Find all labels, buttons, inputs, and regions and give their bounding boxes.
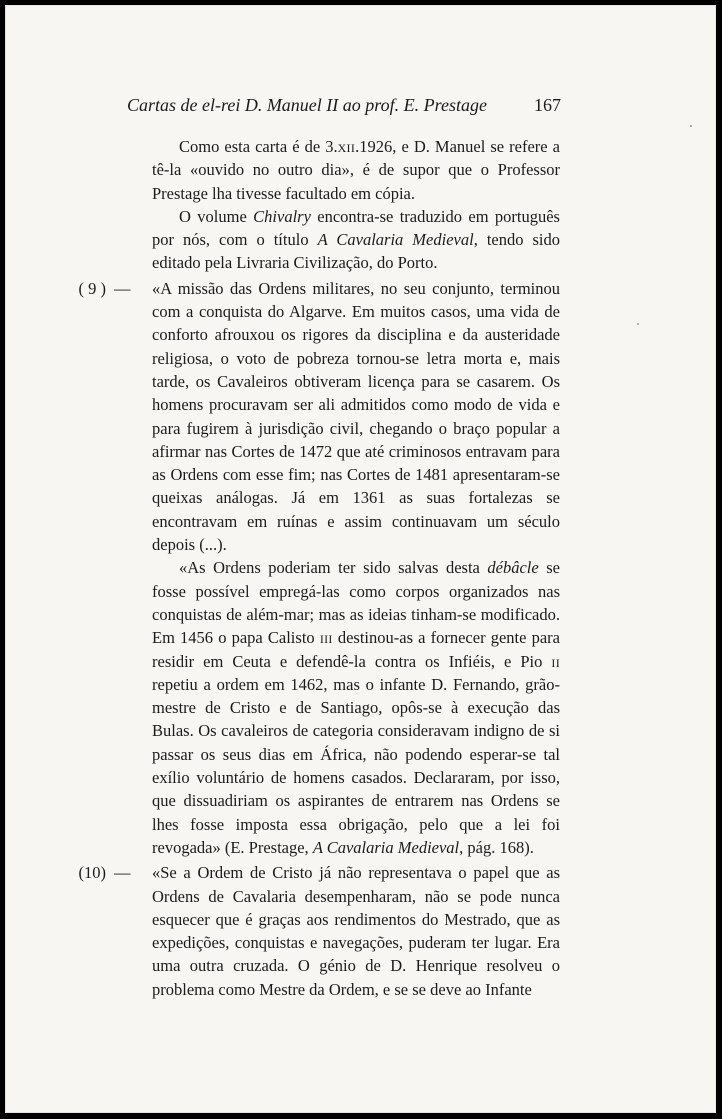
page-number: 167 <box>534 95 561 115</box>
running-head-title: Cartas de el-rei D. Manuel II ao prof. E. Prestage <box>127 95 487 115</box>
paragraph-1 <box>152 135 560 205</box>
paper-speck <box>690 125 692 127</box>
p3-text-d: repetiu a ordem em 1462, mas o infante D. Fernando, grão-mestre de Cristo e de Santiago, opôs-se à execução das Bulas. Os cavaleiros de categoria consideravam indigno de si passar os seus dias em África, não podendo esperar-se tal exílio voluntário de homens casados. Declararam, por isso, que dissuadiriam os aspirantes de entrarem nas Ordens se lhes fosse imposta essa obrigação, pelo que a lei foi revogada» (E. Prestage, <box>152 674 560 857</box>
p3-debacle: débâcle <box>487 558 539 578</box>
p2-text-b: encontra-se traduzido em português por nós, com o título <box>152 206 560 250</box>
p3-roman-iii: iii <box>319 628 333 648</box>
p1-roman-month: xii <box>337 137 356 156</box>
p2-title-cavalaria: A Cavalaria Medieval <box>317 230 474 250</box>
note-10-text: «Se a Ordem de Cristo já não representava o papel que as Ordens de Cavalaria desempenharam, não se pode nunca esquecer que é graças aos rendimentos do Mestrado, que as expedições, conquistas e navegações, puderam ter lugar. Era uma outra cruzada. O génio de D. Henrique resolveu o problema como Mestre da Ordem, e se se deve ao Infante <box>152 863 560 999</box>
p3-roman-ii: ii <box>551 651 560 671</box>
body-text <box>78 135 560 1001</box>
p1-text-b: .1926, e D. Manuel se refere a tê-la «ouvido no outro dia», é de supor que o Professor Prestage lha tivesse facultado em cópia. <box>152 137 560 203</box>
p3-text-a: «As Ordens poderiam ter sido salvas desta <box>179 558 488 578</box>
p1-text-a: Como esta carta é de 3. <box>179 137 338 156</box>
paper-speck <box>637 323 639 325</box>
note-9-dash: — <box>114 278 131 298</box>
p3-title-cavalaria: A Cavalaria Medieval <box>312 837 460 857</box>
p3-text-b: se fosse possível empregá-las como corpos organizados nas conquistas de além-mar; mas as ideias tinham-se modificado. Em 1456 o papa Calisto <box>152 558 560 648</box>
note-9-text: «A missão das Ordens militares, no seu conjunto, terminou com a conquista do Algarve. Em muitos casos, uma vida de conforto afrouxou os rigores da disciplina e da austeridade religiosa, o voto de pobreza tornou-se letra morta e, mais tarde, os Cavaleiros obtiveram licença para se casarem. Os homens procuravam ser ali admitidos como modo de vida e para fugirem à jurisdição civil, chegando o braço popular a afirmar nas Cortes de 1472 que até criminosos entravam para as Ordens com esse fim; nas Cortes de 1481 apresentaram-se queixas análogas. Já em 1361 as suas fortalezas se encontravam em ruínas e assim continuavam um século depois (...). <box>152 278 560 555</box>
p2-title-chivalry: Chivalry <box>253 206 311 226</box>
p3-text-e: , pág. 168). <box>459 837 534 857</box>
note-9-number: ( 9 ) <box>78 278 106 298</box>
note-10-number: (10) <box>78 863 106 883</box>
paragraph-2 <box>152 205 560 275</box>
running-head <box>127 95 561 116</box>
note-10 <box>78 861 560 1001</box>
note-10-dash: — <box>114 863 131 883</box>
note-9 <box>78 277 560 557</box>
p2-text-c: , tendo sido editado pela Livraria Civilização, do Porto. <box>152 230 560 273</box>
p3-text-c: destinou-as a fornecer gente para residir em Ceuta e defendê-la contra os Infiéis, e Pio <box>152 628 560 671</box>
book-page <box>5 5 716 1113</box>
p2-text-a: O volume <box>179 206 254 226</box>
paragraph-3 <box>152 556 560 859</box>
